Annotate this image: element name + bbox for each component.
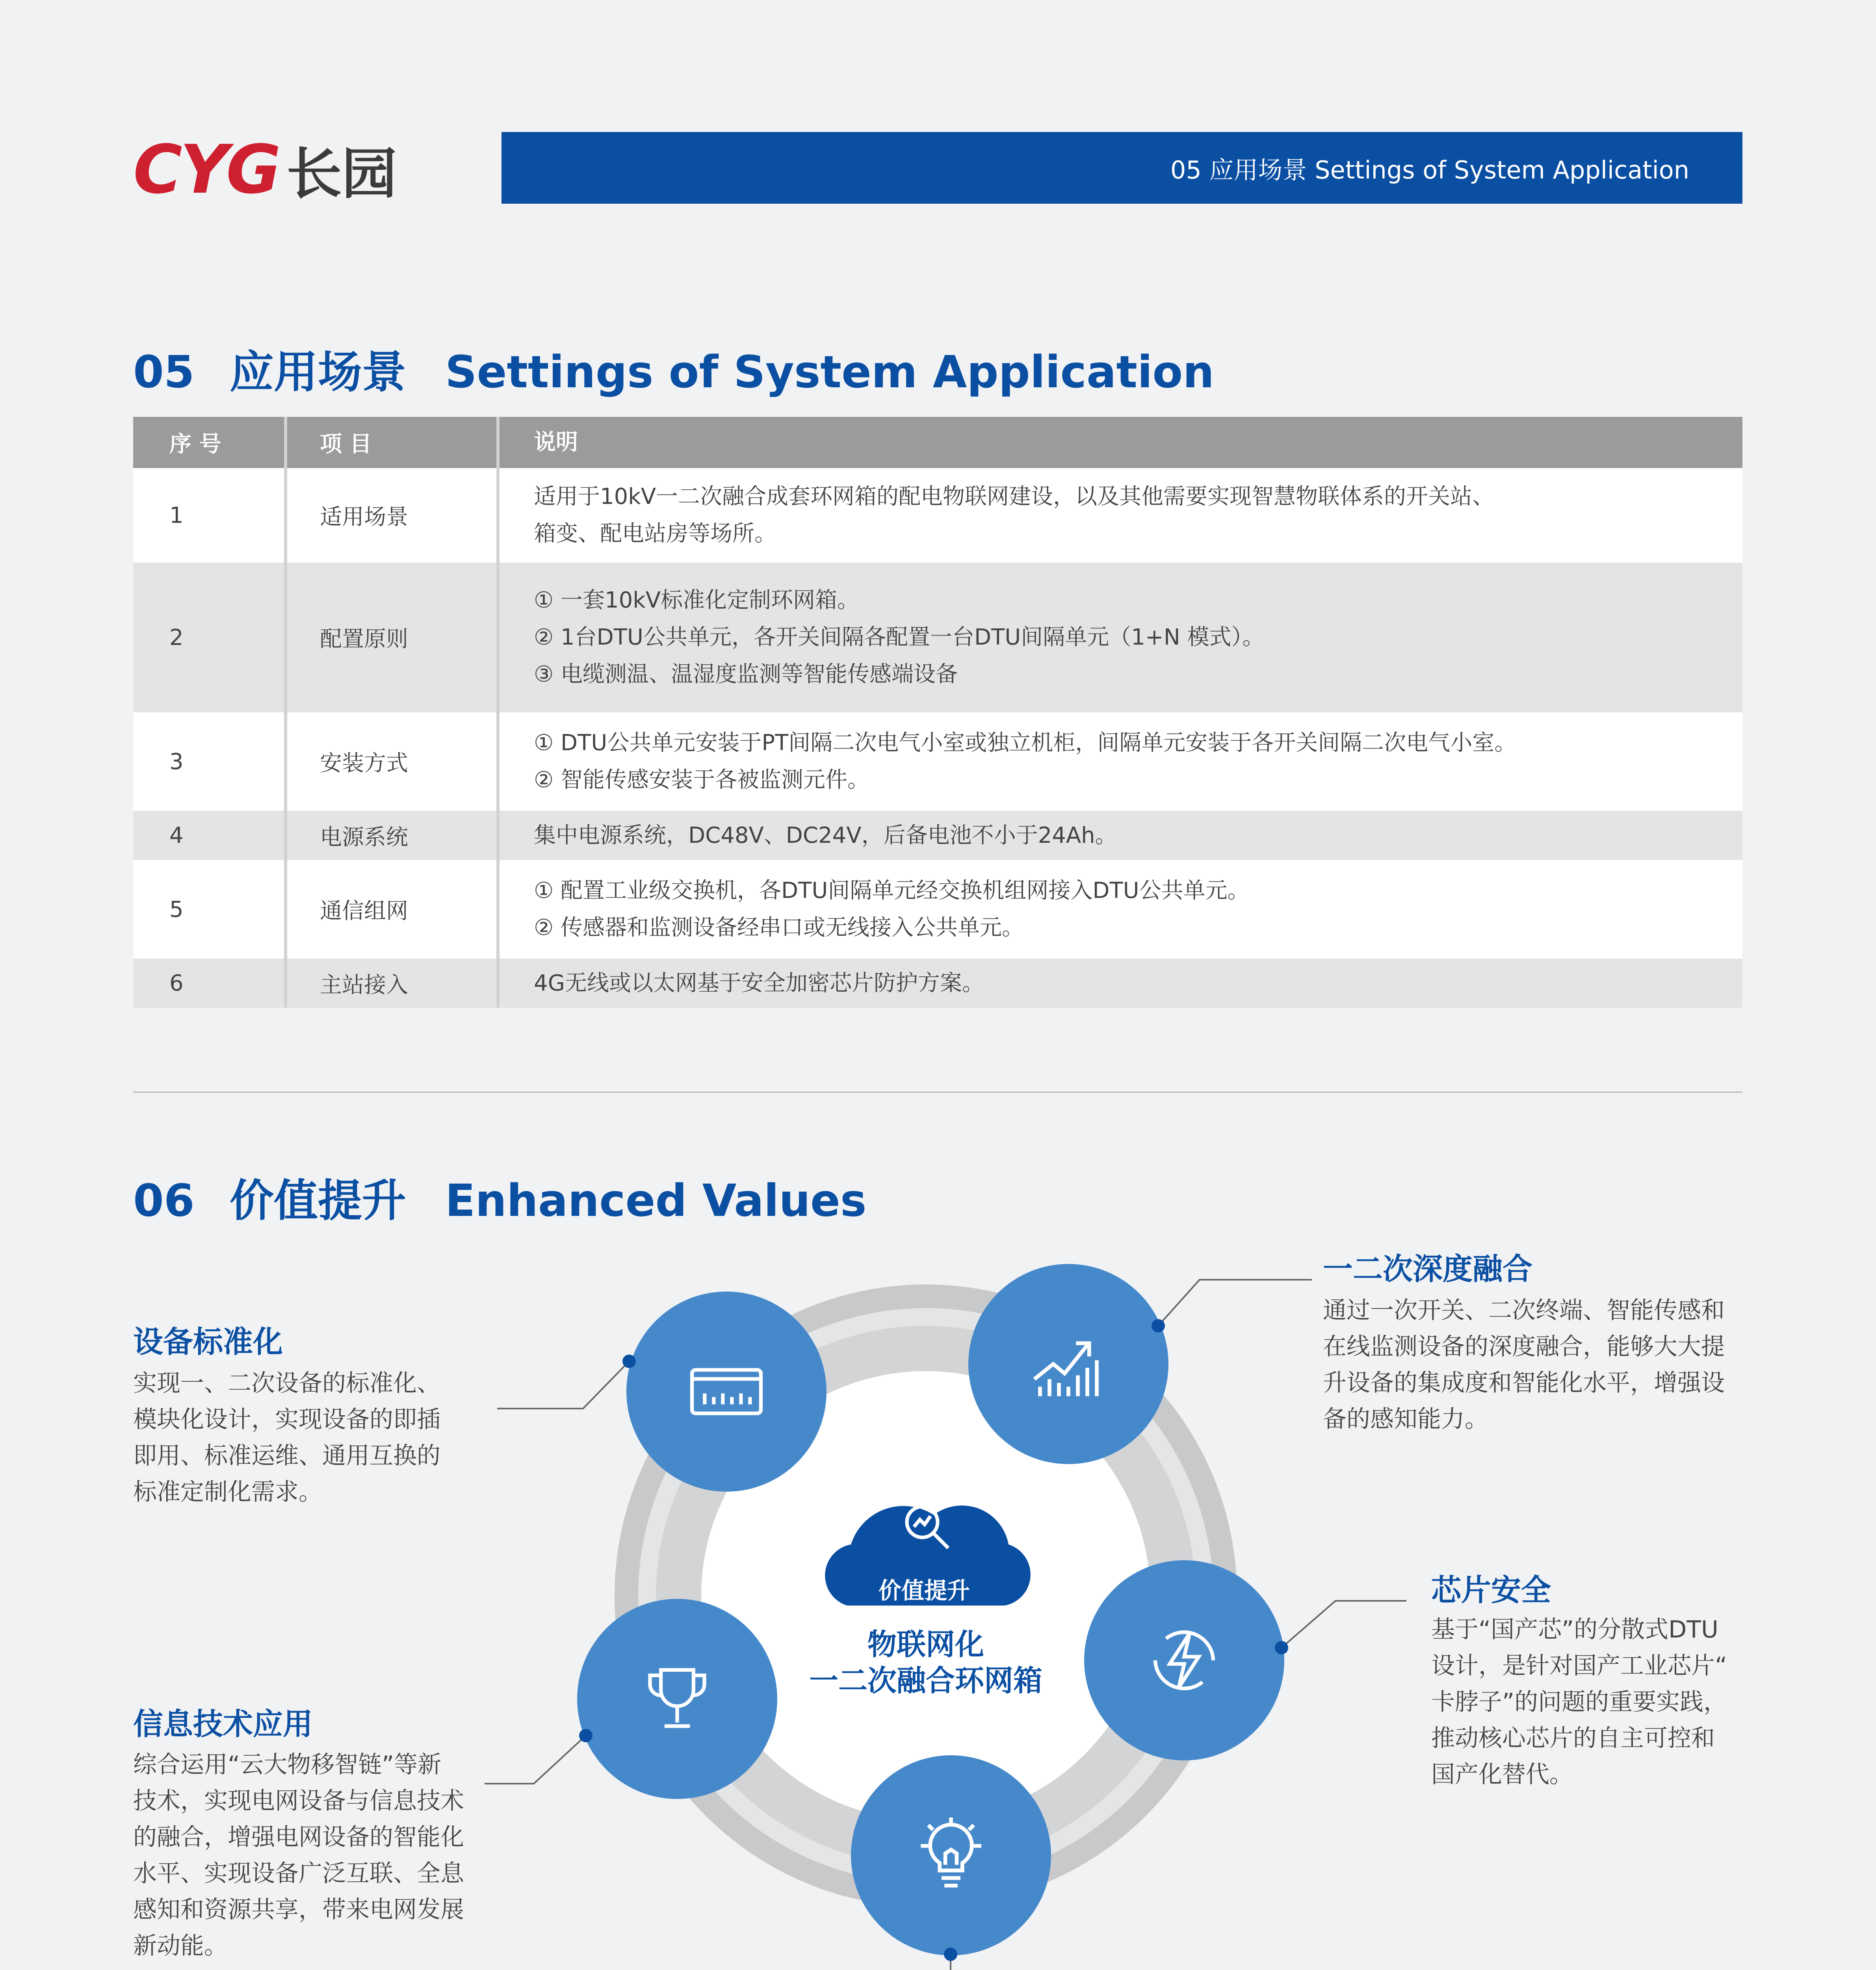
connector-dot bbox=[622, 1355, 636, 1368]
lightning-chip-icon bbox=[1139, 1615, 1230, 1706]
row-no: 1 bbox=[169, 502, 184, 528]
module-icon bbox=[681, 1346, 772, 1437]
feature-fusion-title: 一二次深度融合 bbox=[1323, 1251, 1532, 1286]
header-no: 序 号 bbox=[169, 431, 221, 457]
connector-dot bbox=[1275, 1641, 1288, 1654]
feature-line: 在线监测设备的深度融合，能够大大提 bbox=[1323, 1333, 1725, 1360]
node-standard bbox=[626, 1292, 827, 1492]
node-ops bbox=[851, 1755, 1051, 1955]
feature-standard-text bbox=[133, 1365, 440, 1510]
section-06-num: 06 bbox=[133, 1175, 195, 1227]
desc-line: ② 1台DTU公共单元，各开关间隔各配置一台DTU间隔单元（1+N 模式）。 bbox=[534, 624, 1265, 650]
row-no: 5 bbox=[169, 896, 184, 922]
feature-fusion-text bbox=[1323, 1292, 1725, 1437]
desc-line: 适用于10kV一二次融合成套环网箱的配电物联网建设，以及其他需要实现智慧物联体系的开关站、 bbox=[534, 484, 1494, 509]
feature-line: 设计，是针对国产工业芯片“ bbox=[1431, 1652, 1727, 1680]
section-05-num: 05 bbox=[133, 347, 195, 398]
connector-dot bbox=[579, 1729, 593, 1742]
desc-line: 箱变、配电站房等场所。 bbox=[534, 521, 776, 546]
feature-line: 标准定制化需求。 bbox=[133, 1478, 322, 1506]
row-item: 配置原则 bbox=[320, 626, 408, 652]
growth-chart-icon bbox=[1021, 1317, 1116, 1411]
feature-line: 综合运用“云大物移智链”等新 bbox=[133, 1751, 442, 1779]
feature-line: 即用、标准运维、通用互换的 bbox=[133, 1442, 440, 1470]
cloud-label: 价值提升 bbox=[879, 1577, 970, 1604]
logo-cn: 长园 bbox=[286, 142, 397, 206]
feature-line: 国产化替代。 bbox=[1431, 1761, 1573, 1788]
desc-line: ① 一套10kV标准化定制环网箱。 bbox=[534, 587, 859, 613]
feature-line: 推动核心芯片的自主可控和 bbox=[1431, 1725, 1715, 1752]
desc-line: ① DTU公共单元安装于PT间隔二次电气小室或独立机柜，间隔单元安装于各开关间隔二次电气小室。 bbox=[534, 730, 1517, 756]
header-bar-text: 05 应用场景 Settings of System Application bbox=[1170, 155, 1689, 184]
feature-info-text bbox=[133, 1747, 464, 1964]
center-line: 一二次融合环网箱 bbox=[809, 1664, 1042, 1698]
row-item: 适用场景 bbox=[320, 504, 408, 530]
row-no: 3 bbox=[169, 749, 184, 775]
section-05-title-en: Settings of System Application bbox=[445, 347, 1215, 398]
feature-line: 卡脖子”的问题的重要实践， bbox=[1431, 1688, 1727, 1716]
row-item: 主站接入 bbox=[320, 972, 408, 998]
feature-line: 水平、实现设备广泛互联、全息 bbox=[133, 1860, 464, 1887]
row-item: 通信组网 bbox=[320, 898, 408, 924]
row-item: 安装方式 bbox=[320, 751, 408, 776]
row-no: 4 bbox=[169, 823, 184, 848]
feature-line: 通过一次开关、二次终端、智能传感和 bbox=[1323, 1297, 1725, 1324]
row-no: 6 bbox=[169, 970, 184, 996]
feature-line: 实现一、二次设备的标准化、 bbox=[133, 1370, 440, 1397]
section-05-title-cn: 应用场景 bbox=[229, 347, 406, 398]
feature-chip-text bbox=[1431, 1611, 1727, 1793]
feature-chip-title: 芯片安全 bbox=[1431, 1572, 1551, 1608]
center-line: 物联网化 bbox=[867, 1628, 984, 1661]
row-no: 2 bbox=[169, 624, 184, 650]
section-06-title-cn: 价值提升 bbox=[229, 1175, 406, 1227]
lightbulb-icon bbox=[904, 1808, 998, 1903]
desc-line: ③ 电缆测温、温湿度监测等智能传感端设备 bbox=[534, 662, 958, 687]
feature-line: 技术，实现电网设备与信息技术 bbox=[133, 1787, 464, 1815]
feature-info-title: 信息技术应用 bbox=[133, 1706, 313, 1741]
desc-line: 4G无线或以太网基于安全加密芯片防护方案。 bbox=[534, 970, 984, 996]
node-fusion bbox=[968, 1264, 1168, 1464]
connector-dot bbox=[1152, 1319, 1165, 1333]
feature-line: 模块化设计，实现设备的即插 bbox=[133, 1406, 440, 1433]
row-item: 电源系统 bbox=[320, 824, 408, 850]
desc-line: ① 配置工业级交换机，各DTU间隔单元经交换机组网接入DTU公共单元。 bbox=[534, 878, 1250, 903]
feature-standard-title: 设备标准化 bbox=[133, 1324, 283, 1359]
header-item: 项 目 bbox=[320, 431, 372, 457]
header-desc: 说明 bbox=[534, 429, 578, 455]
logo-latin: CYG bbox=[133, 130, 279, 209]
feature-line: 备的感知能力。 bbox=[1323, 1405, 1488, 1433]
feature-line: 基于“国产芯”的分散式DTU bbox=[1431, 1616, 1718, 1643]
section-06-title-en: Enhanced Values bbox=[445, 1175, 867, 1227]
desc-line: ② 智能传感安装于各被监测元件。 bbox=[534, 767, 870, 793]
search-chart-icon bbox=[897, 1497, 957, 1556]
desc-line: ② 传感器和监测设备经串口或无线接入公共单元。 bbox=[534, 915, 1024, 940]
feature-line: 的融合，增强电网设备的智能化 bbox=[133, 1823, 464, 1851]
feature-line: 感知和资源共享，带来电网发展 bbox=[133, 1896, 464, 1924]
connector-dot bbox=[944, 1948, 957, 1961]
feature-line: 新动能。 bbox=[133, 1932, 228, 1960]
desc-line: 集中电源系统，DC48V、DC24V，后备电池不小于24Ah。 bbox=[534, 822, 1117, 848]
center-text bbox=[701, 1626, 1150, 1699]
feature-line: 升设备的集成度和智能化水平，增强设 bbox=[1323, 1369, 1725, 1397]
